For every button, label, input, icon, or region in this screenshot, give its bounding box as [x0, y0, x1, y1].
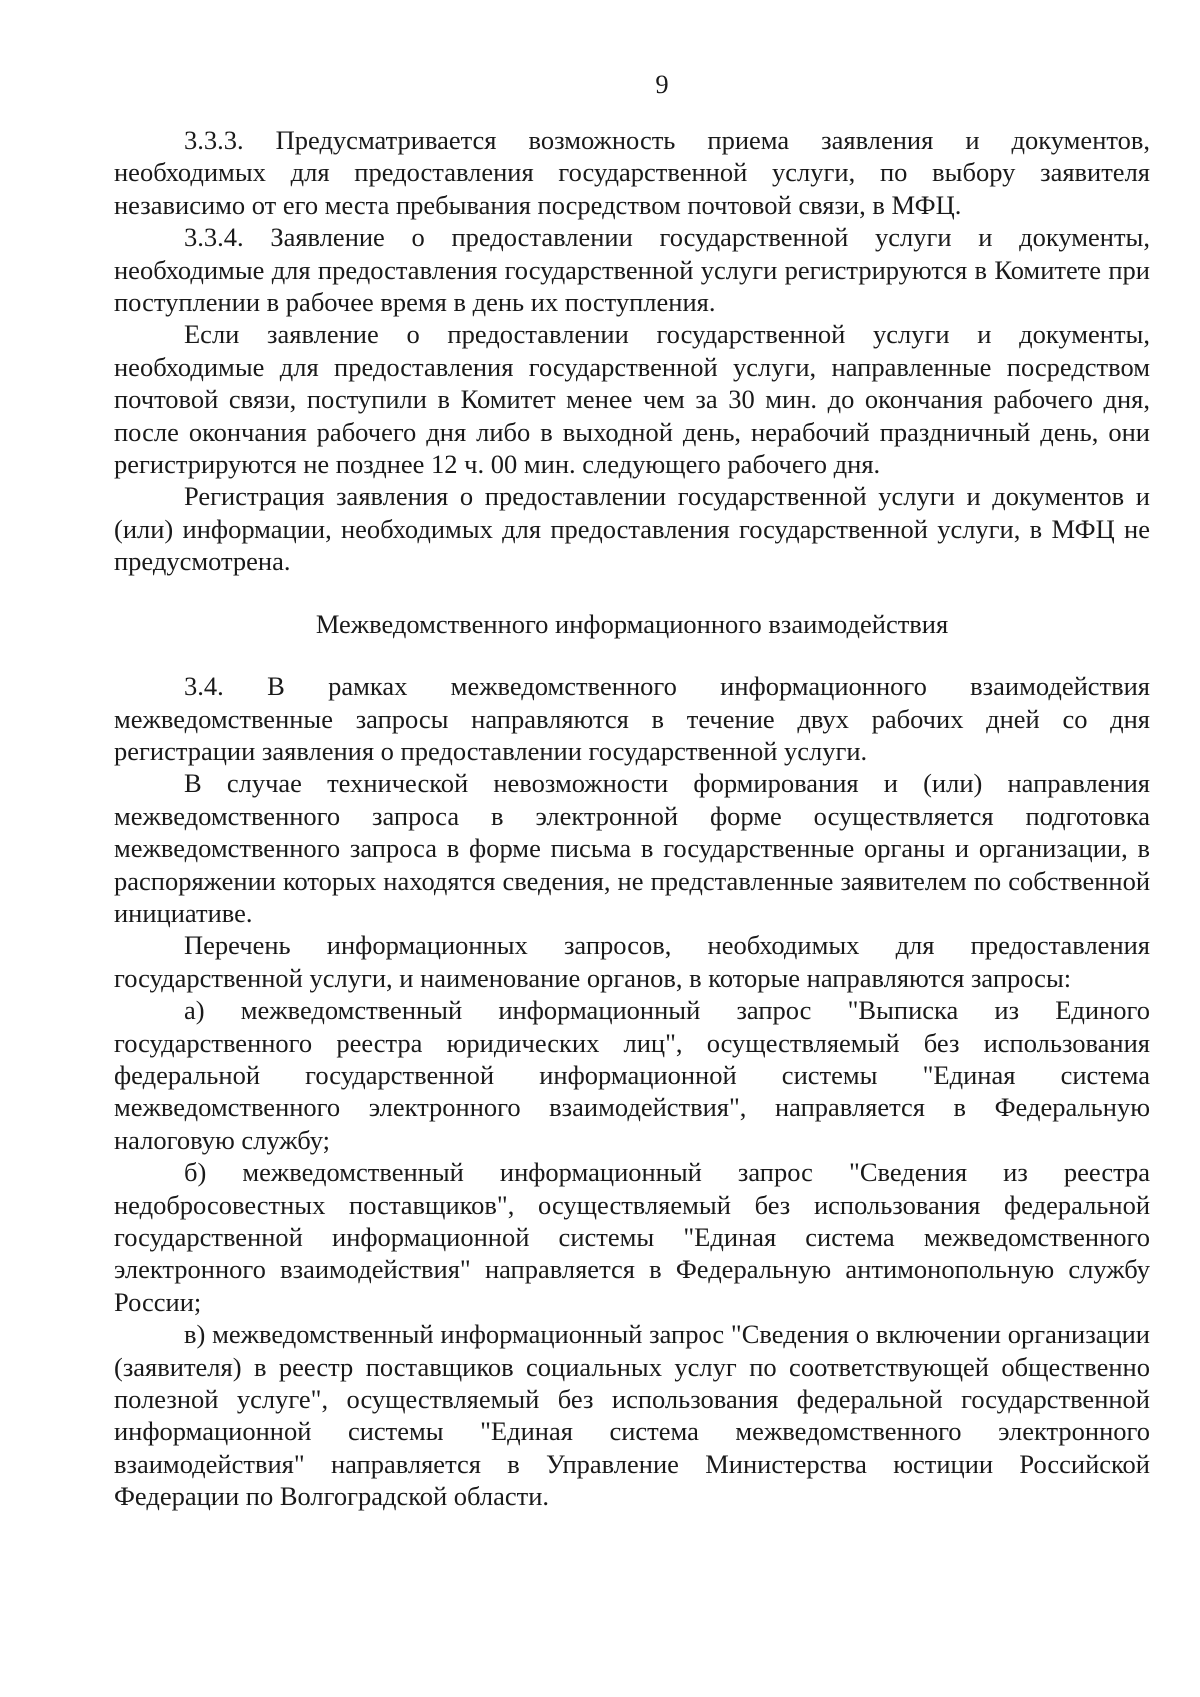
paragraph-3-3-4: 3.3.4. Заявление о предоставлении государственной услуги и документы, необходимые для предоставления государственной услуги регистрируются в Комитете при поступлении в рабочее время в день их поступления. — [114, 222, 1150, 318]
paragraph-3-4: 3.4. В рамках межведомственного информационного взаимодействия межведомственные запросы направляются в течение двух рабочих дней со дня регистрации заявления о предоставлении государственной услуги. — [114, 671, 1150, 766]
page-number: 9 — [655, 69, 669, 99]
list-item-c: в) межведомственный информационный запрос "Сведения о включении организации (заявителя) в реестр поставщиков социальных услуг по соответствующей общественно полезной услуге", осуществляемый без использования федеральной государственной информационной системы "Единая система межведомственного электронного взаимодействия" направляется в Управление Министерства юстиции Российской Федерации по Волгоградской области. — [114, 1319, 1150, 1512]
paragraph-postal-registration: Если заявление о предоставлении государственной услуги и документы, необходимые для предоставления государственной услуги, направленные посредством почтовой связи, поступили в Комитет менее чем за 30 мин. до окончания рабочего дня, после окончания рабочего дня либо в выходной день, нерабочий праздничный день, они регистрируются не позднее 12 ч. 00 мин. следующего рабочего дня. — [114, 319, 1150, 480]
paragraph-3-3-3: 3.3.3. Предусматривается возможность приема заявления и документов, необходимых для предоставления государственной услуги, по выбору заявителя независимо от его места пребывания посредством почтовой связи, в МФЦ. — [114, 125, 1150, 220]
paragraph-mfc-registration: Регистрация заявления о предоставлении государственной услуги и документов и (или) информации, необходимых для предоставления государственной услуги, в МФЦ не предусмотрена. — [114, 481, 1150, 577]
paragraph-request-list-intro: Перечень информационных запросов, необходимых для предоставления государственной услуги, и наименование органов, в которые направляются запросы: — [114, 930, 1150, 993]
section-heading: Межведомственного информационного взаимодействия — [315, 608, 949, 639]
paragraph-technical-impossibility: В случае технической невозможности формирования и (или) направления межведомственного запроса в электронной форме осуществляется подготовка межведомственного запроса в форме письма в государственные органы и организации, в распоряжении которых находятся сведения, не представленные заявителем по собственной инициативе. — [114, 768, 1150, 928]
list-item-b: б) межведомственный информационный запрос "Сведения из реестра недобросовестных поставщиков", осуществляемый без использования федеральной государственной информационной системы "Единая система межведомственного электронного взаимодействия" направляется в Федеральную антимонопольную службу России; — [114, 1157, 1150, 1317]
list-item-a: а) межведомственный информационный запрос "Выписка из Единого государственного реестра юридических лиц", осуществляемый без использования федеральной государственной информационной системы "Единая система межведомственного электронного взаимодействия", направляется в Федеральную налоговую службу; — [114, 995, 1150, 1155]
